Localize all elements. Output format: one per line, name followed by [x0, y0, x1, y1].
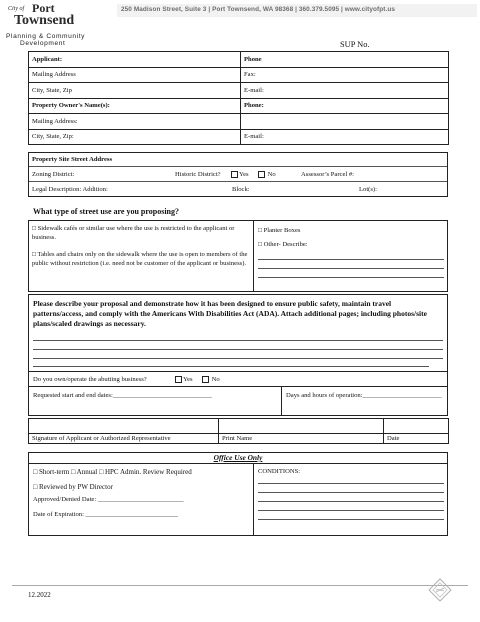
zoning-field[interactable]: Zoning District:	[32, 171, 75, 178]
other-describe-line[interactable]	[258, 259, 444, 260]
logo-townsend: Townsend	[14, 13, 75, 28]
describe-instructions: Please describe your proposal and demonstrate how it has been designed to ensure public safety, maintain travel patterns/access, and comply with the Americans With Disabilities Act (ADA). Attach additional pages; including photos/site plans/scaled drawings as necessary.	[33, 299, 427, 328]
requested-dates-field[interactable]: Requested start and end dates:______________________________	[33, 392, 212, 399]
legal-description-field[interactable]: Legal Description: Addition:	[32, 186, 108, 193]
applicant-phone-field[interactable]: Phone	[241, 52, 449, 68]
term-options[interactable]: □ Short-term □ Annual □ HPC Admin. Review Required	[33, 468, 192, 476]
date-label: Date	[384, 434, 449, 444]
hours-operation-field[interactable]: Days and hours of operation:________________________	[286, 392, 442, 399]
contact-info: 250 Madison Street, Suite 3 | Port Townsend, WA 98368 | 360.379.5095 | www.cityofpt.us	[121, 6, 396, 13]
city-emblem-icon	[428, 578, 452, 602]
describe-line[interactable]	[33, 366, 429, 367]
other-describe-line[interactable]	[258, 277, 444, 278]
other-describe-line[interactable]	[258, 268, 444, 269]
expiration-date-field[interactable]: Date of Expiration: ____________________________	[33, 511, 178, 518]
logo-city-of: City of	[8, 6, 25, 12]
table-row	[29, 98, 449, 114]
divider	[281, 386, 282, 415]
applicant-fax-field[interactable]: Fax:	[241, 67, 449, 83]
divider	[29, 371, 447, 372]
print-name-label: Print Name	[219, 434, 384, 444]
site-address-field[interactable]: Property Site Street Address	[32, 156, 113, 163]
owner-city-field[interactable]: City, State, Zip:	[29, 129, 241, 145]
print-name-input[interactable]	[219, 419, 384, 434]
table-row	[29, 67, 449, 83]
department-line-2: Development	[20, 40, 66, 47]
conditions-line[interactable]	[258, 492, 444, 493]
conditions-line[interactable]	[258, 483, 444, 484]
abutting-no-checkbox[interactable]: No	[201, 376, 220, 383]
option-other[interactable]: □ Other- Describe:	[258, 241, 308, 248]
option-tables-chairs[interactable]: □ Tables and chairs only on the sidewalk where the use is open to members of the public without restriction (i.e. need not be customer of the applicant or business).	[32, 251, 248, 267]
owner-mailing-field[interactable]: Mailing Address:	[29, 114, 241, 130]
describe-line[interactable]	[33, 340, 443, 341]
conditions-line[interactable]	[258, 510, 444, 511]
describe-line[interactable]	[33, 349, 443, 350]
option-sidewalk-cafe[interactable]: □ Sidewalk cafés or similar use where the use is restricted to the applicant or business.	[32, 225, 235, 241]
block-field[interactable]: Block:	[232, 186, 250, 193]
abutting-yes-checkbox[interactable]: Yes	[174, 376, 193, 383]
property-site-box	[28, 152, 448, 197]
footer-rule	[12, 585, 468, 586]
abutting-question: Do you own/operate the abutting business?	[33, 376, 147, 383]
street-use-question: What type of street use are you proposing?	[33, 207, 179, 216]
signature-label: Signature of Applicant or Authorized Representative	[29, 434, 219, 444]
table-row	[29, 129, 449, 145]
signature-input[interactable]	[29, 419, 219, 434]
applicant-mailing-field[interactable]: Mailing Address	[29, 67, 241, 83]
divider	[29, 386, 447, 387]
historic-yes-checkbox[interactable]: Yes	[230, 171, 249, 178]
street-use-box	[28, 220, 448, 292]
owner-email-field[interactable]: E-mail:	[241, 129, 449, 145]
describe-box	[28, 294, 448, 416]
signature-table	[28, 418, 449, 444]
date-input[interactable]	[384, 419, 449, 434]
applicant-field[interactable]: Applicant:	[29, 52, 241, 68]
applicant-email-field[interactable]: E-mail:	[241, 83, 449, 99]
reviewed-pw-checkbox[interactable]: □ Reviewed by PW Director	[33, 483, 113, 491]
approved-date-field[interactable]: Approved/Denied Date: __________________________	[33, 496, 184, 503]
table-row	[29, 419, 449, 434]
table-row	[29, 83, 449, 99]
lots-field[interactable]: Lot(s):	[359, 186, 377, 193]
option-planter-boxes[interactable]: □ Planter Boxes	[258, 227, 301, 234]
office-use-box	[28, 452, 448, 536]
logo-port: Port	[32, 1, 55, 15]
table-row	[29, 52, 449, 68]
divider	[29, 166, 447, 167]
divider	[29, 181, 447, 182]
historic-no-checkbox[interactable]: No	[257, 171, 276, 178]
department-line-1: Planning & Community	[6, 33, 86, 40]
owner-name-field[interactable]: Property Owner's Name(s):	[29, 98, 241, 114]
conditions-label: CONDITIONS:	[258, 468, 301, 475]
parcel-field[interactable]: Assessor’s Parcel #:	[301, 171, 354, 178]
applicant-table	[28, 51, 449, 145]
applicant-city-field[interactable]: City, State, Zip	[29, 83, 241, 99]
revision-date: 12.2022	[28, 591, 51, 599]
conditions-line[interactable]	[258, 501, 444, 502]
divider	[253, 463, 254, 535]
describe-line[interactable]	[33, 358, 443, 359]
divider	[253, 221, 254, 291]
conditions-line[interactable]	[258, 519, 444, 520]
table-row	[29, 114, 449, 130]
divider	[29, 463, 447, 464]
sup-number-label: SUP No.	[340, 40, 370, 49]
historic-label: Historic District?	[175, 171, 221, 178]
office-title-wrap	[29, 453, 447, 463]
office-use-title: Office Use Only	[213, 453, 263, 462]
table-row	[29, 434, 449, 444]
owner-mailing-extra-field[interactable]	[241, 114, 449, 130]
owner-phone-field[interactable]: Phone:	[241, 98, 449, 114]
